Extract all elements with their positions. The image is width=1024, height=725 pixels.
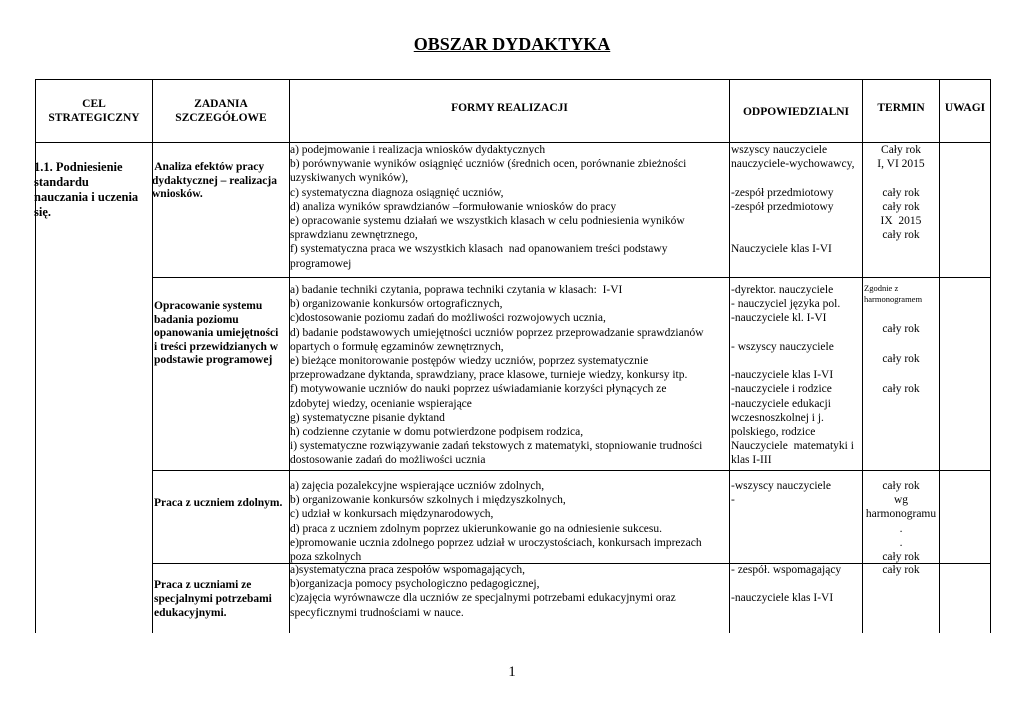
table-right-border <box>990 79 991 633</box>
row-divider-2 <box>152 470 990 471</box>
responsible-3: -wszyscy nauczyciele - <box>731 480 831 507</box>
task-3: Praca z uczniem zdolnym. <box>154 497 283 509</box>
task-2: Opracowanie systemu badania poziomu opanowania umiejętności i treści przewidzianych w podstawie programowej <box>154 300 279 366</box>
header-odpowiedzialni: ODPOWIEDZIALNI <box>742 106 850 118</box>
responsible-1: wszyscy nauczyciele nauczyciele-wychowawcy, -zespół przedmiotowy -zespół przedmiotowy Nauczyciele klas I-VI <box>731 144 855 256</box>
task-1: Analiza efektów pracy dydaktycznej – realizacja wniosków. <box>152 161 277 200</box>
header-cel: CEL STRATEGICZNY <box>48 98 140 124</box>
forms-2: a) badanie techniki czytania, poprawa techniki czytania w klasach: I-VI b) organizowanie konkursów ortograficznych, c)dostosowanie poziomu zadań do możliwości rozwojowych ucznia, d) badanie podstawowych umiejętności uczniów poprzez przeprowadzanie sprawdzianów opartych o formułę egzaminów zewnętrznych, e) bieżące monitorowanie postępów wiedzy uczniów, poprzez systematycznie przeprowadzane dyktanda, sprawdziany, prace klasowe, turnieje wiedzy, konkursy itp. f) motywowanie uczniów do nauki poprzez uświadamianie korzyści płynących ze zdobytej wiedzy, ocenianie wspierające g) systematyczne pisanie dyktand h) codzienne czytanie w domu potwierdzone podpisem rodzica, i) systematyczne rozwiązywanie zadań tekstowych z matematyki, stopniowanie trudności dostosowanie zadań do możliwości ucznia <box>290 284 704 467</box>
table-top-border <box>35 79 990 80</box>
page-title: OBSZAR DYDAKTYKA <box>413 34 611 54</box>
term-3: cały rok wg harmonogramu . . cały rok <box>865 480 937 564</box>
term-2-note: Zgodnie z harmonogramem <box>864 283 923 304</box>
term-2: cały rok cały rok cały rok <box>882 323 920 395</box>
col-divider-5 <box>939 79 940 633</box>
strategic-goal: 1.1. Podniesienie standardu nauczania i uczenia się. <box>34 160 139 219</box>
col-divider-3 <box>729 79 730 633</box>
header-formy: FORMY REALIZACJI <box>451 102 568 114</box>
header-termin: TERMIN <box>877 102 925 114</box>
header-uwagi: UWAGI <box>944 102 986 114</box>
header-zadania: ZADANIA SZCZEGÓŁOWE <box>175 98 267 124</box>
forms-1: a) podejmowanie i realizacja wniosków dydaktycznych b) porównywanie wyników osiągnięć uczniów (średnich ocen, porównanie zbieżności uzyskiwanych wyników), c) systematyczna diagnoza osiągnięć uczniów, d) analiza wyników sprawdzianów –formułowanie wniosków do pracy e) opracowanie systemu działań we wszystkich klasach w celu podniesienia wyników sprawdzianu zewnętrznego, f) systematyczna praca we wszystkich klasach nad opanowaniem treści podstawy programowej <box>290 144 687 270</box>
forms-3: a) zajęcia pozalekcyjne wspierające uczniów zdolnych, b) organizowanie konkursów szkolnych i międzyszkolnych, c) udział w konkursach międzynarodowych, d) praca z uczniem zdolnym poprzez ukierunkowanie go na odniesienie sukcesu. e)promowanie ucznia zdolnego poprzez udział w uroczystościach, konkursach imprezach poza szkolnych <box>290 480 702 564</box>
row-divider-1 <box>152 277 990 278</box>
forms-4: a)systematyczna praca zespołów wspomagających, b)organizacja pomocy psychologiczno pedagogicznej, c)zajęcia wyrównawcze dla uczniów ze specjalnymi potrzebami edukacyjnymi oraz specyficznymi trudnościami w nauce. <box>290 564 676 619</box>
responsible-2: -dyrektor. nauczyciele - nauczyciel języka pol. -nauczyciele kl. I-VI - wszyscy nauczyciele -nauczyciele klas I-VI -nauczyciele i rodzice -nauczyciele edukacji wczesnoszkolnej i j. polskiego, rodzice Nauczyciele matematyki i klas I-III <box>731 284 854 467</box>
responsible-4: - zespół. wspomagający -nauczyciele klas I-VI <box>731 564 842 605</box>
term-1: Cały rok I, VI 2015 cały rok cały rok IX 2015 cały rok <box>877 144 925 242</box>
term-4: cały rok <box>882 564 920 576</box>
task-4: Praca z uczniami ze specjalnymi potrzebami edukacyjnymi. <box>154 579 272 620</box>
page-number: 1 <box>508 664 516 680</box>
